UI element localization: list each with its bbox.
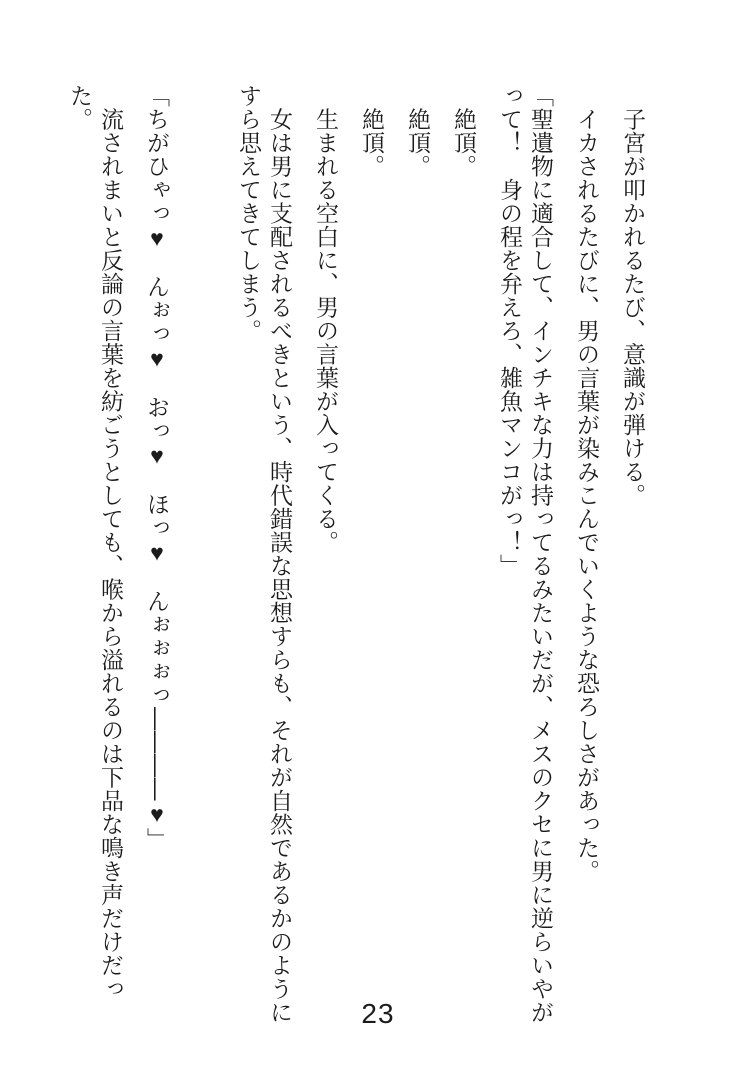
- paragraph-line-dialogue: 「ちがひゃっ♥ んぉっ♥ おっ♥ ほっ♥ んぉぉぉっ――――♥」: [144, 84, 170, 851]
- paragraph-line: 子宮が叩かれるたび、意識が弾ける。: [620, 84, 646, 507]
- paragraph-line: 生まれる空白に、男の言葉が入ってくる。: [313, 84, 339, 554]
- paragraph-line: イカされるたびに、男の言葉が染みこんでいくような恐ろしさがあった。: [574, 84, 600, 883]
- blank-line: [187, 84, 218, 1024]
- paragraph-line: 女は男に支配されるべきという、時代錯誤な思想すらも、それが自然であるかのようにすら思えてきてしまう。: [236, 84, 293, 1024]
- paragraph-line: 絶頂。: [451, 84, 477, 178]
- paragraph-line: 流されまいと反論の言葉を紡ごうとしても、喉から溢れるのは下品な鳴き声だけだった。: [67, 84, 124, 1001]
- page-number: 23: [361, 998, 395, 1029]
- vertical-text-body: [49, 84, 648, 1024]
- paragraph-line-dialogue: 「聖遺物に適合して、インチキな力は持ってるみたいだが、メスのクセに男に逆らいやがって！ 身の程を弁えろ、雑魚マンコがっ！」: [497, 84, 554, 1024]
- paragraph-line: 絶頂。: [405, 84, 431, 178]
- paragraph-line: 絶頂。: [359, 84, 385, 178]
